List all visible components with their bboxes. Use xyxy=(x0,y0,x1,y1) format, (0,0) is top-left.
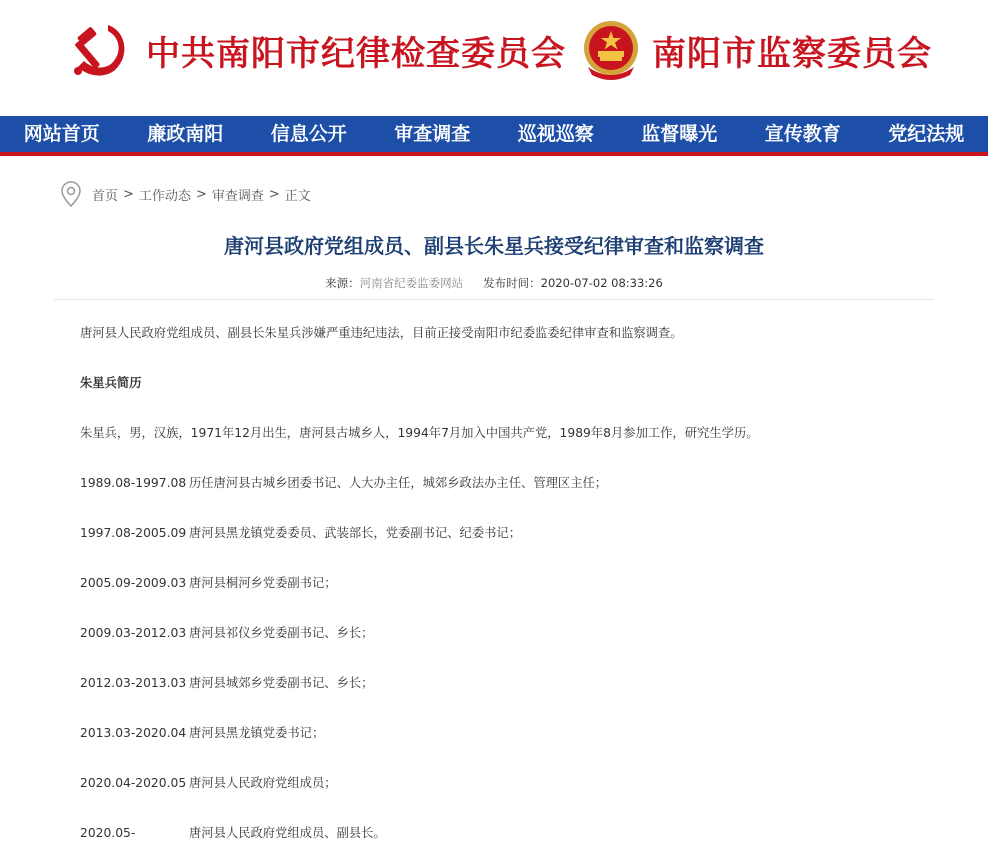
career-period: 2012.03-2013.03 xyxy=(80,676,187,690)
career-entry xyxy=(80,773,940,823)
title-divider xyxy=(54,299,934,300)
main-nav xyxy=(0,116,988,156)
career-period: 2020.05- xyxy=(80,826,136,840)
nav-item-education[interactable]: 宣传教育 xyxy=(764,123,841,145)
party-emblem-icon xyxy=(68,17,132,81)
career-entry xyxy=(80,523,940,573)
career-desc: 唐河县人民政府党组成员； xyxy=(189,776,337,790)
site-header xyxy=(0,0,988,116)
article-meta xyxy=(0,275,988,291)
career-period: 1989.08-1997.08 xyxy=(80,476,187,490)
national-emblem-icon xyxy=(578,17,644,83)
career-entry xyxy=(80,573,940,623)
breadcrumb-separator: > xyxy=(123,186,134,202)
career-desc: 历任唐河县古城乡团委书记、人大办主任，城郊乡政法办主任、管理区主任； xyxy=(189,476,608,490)
career-desc: 唐河县黑龙镇党委书记； xyxy=(189,726,325,740)
career-period: 2009.03-2012.03 xyxy=(80,626,187,640)
nav-item-inspection[interactable]: 巡视巡察 xyxy=(517,123,594,145)
career-entry xyxy=(80,673,940,723)
career-period: 1997.08-2005.09 xyxy=(80,526,187,540)
career-entry xyxy=(80,723,940,773)
career-period: 2013.03-2020.04 xyxy=(80,726,187,740)
article-title: 唐河县政府党组成员、副县长朱星兵接受纪律审查和监察调查 xyxy=(224,234,764,258)
nav-item-exposure[interactable]: 监督曝光 xyxy=(641,123,718,145)
career-period: 2005.09-2009.03 xyxy=(80,576,187,590)
org-name-supervision: 南阳市监察委员会 xyxy=(652,34,932,74)
org-name-commission: 中共南阳市纪律检查委员会 xyxy=(146,34,566,74)
publish-time: 2020-07-02 08:33:26 xyxy=(540,276,663,290)
nav-item-regulations[interactable]: 党纪法规 xyxy=(888,123,965,145)
career-entry xyxy=(80,823,940,860)
breadcrumb-home[interactable]: 首页 xyxy=(92,188,119,204)
breadcrumb-investigation[interactable]: 审查调查 xyxy=(211,188,264,204)
publish-label: 发布时间： xyxy=(483,276,541,290)
profile-paragraph: 朱星兵，男，汉族，1971年12月出生，唐河县古城乡人，1994年7月加入中国共产党，1989年8月参加工作，研究生学历。 xyxy=(80,426,759,440)
career-desc: 唐河县城郊乡党委副书记、乡长； xyxy=(189,676,374,690)
resume-heading: 朱星兵简历 xyxy=(80,376,142,390)
nav-item-lianzheng[interactable]: 廉政南阳 xyxy=(147,123,224,145)
breadcrumb-news[interactable]: 工作动态 xyxy=(138,188,191,204)
article-intro: 唐河县人民政府党组成员、副县长朱星兵涉嫌严重违纪违法，目前正接受南阳市纪委监委纪律审查和监察调查。 xyxy=(80,326,683,340)
nav-item-info[interactable]: 信息公开 xyxy=(270,123,347,145)
career-desc: 唐河县黑龙镇党委委员、武装部长，党委副书记、纪委书记； xyxy=(189,526,522,540)
career-entry xyxy=(80,623,940,673)
nav-item-home[interactable]: 网站首页 xyxy=(23,123,100,145)
career-period: 2020.04-2020.05 xyxy=(80,776,187,790)
career-desc: 唐河县祁仪乡党委副书记、乡长； xyxy=(189,626,374,640)
article-body xyxy=(80,323,940,860)
source-value: 河南省纪委监委网站 xyxy=(359,276,464,290)
career-desc: 唐河县桐河乡党委副书记； xyxy=(189,576,337,590)
breadcrumb-separator: > xyxy=(268,186,280,202)
nav-item-investigation[interactable]: 审查调查 xyxy=(394,123,471,145)
location-pin-icon xyxy=(60,180,82,208)
breadcrumb xyxy=(60,180,311,208)
breadcrumb-separator: > xyxy=(195,186,207,202)
career-desc: 唐河县人民政府党组成员、副县长。 xyxy=(189,826,386,840)
career-entry xyxy=(80,473,940,523)
breadcrumb-current: 正文 xyxy=(284,188,311,204)
source-label: 来源： xyxy=(325,276,360,290)
